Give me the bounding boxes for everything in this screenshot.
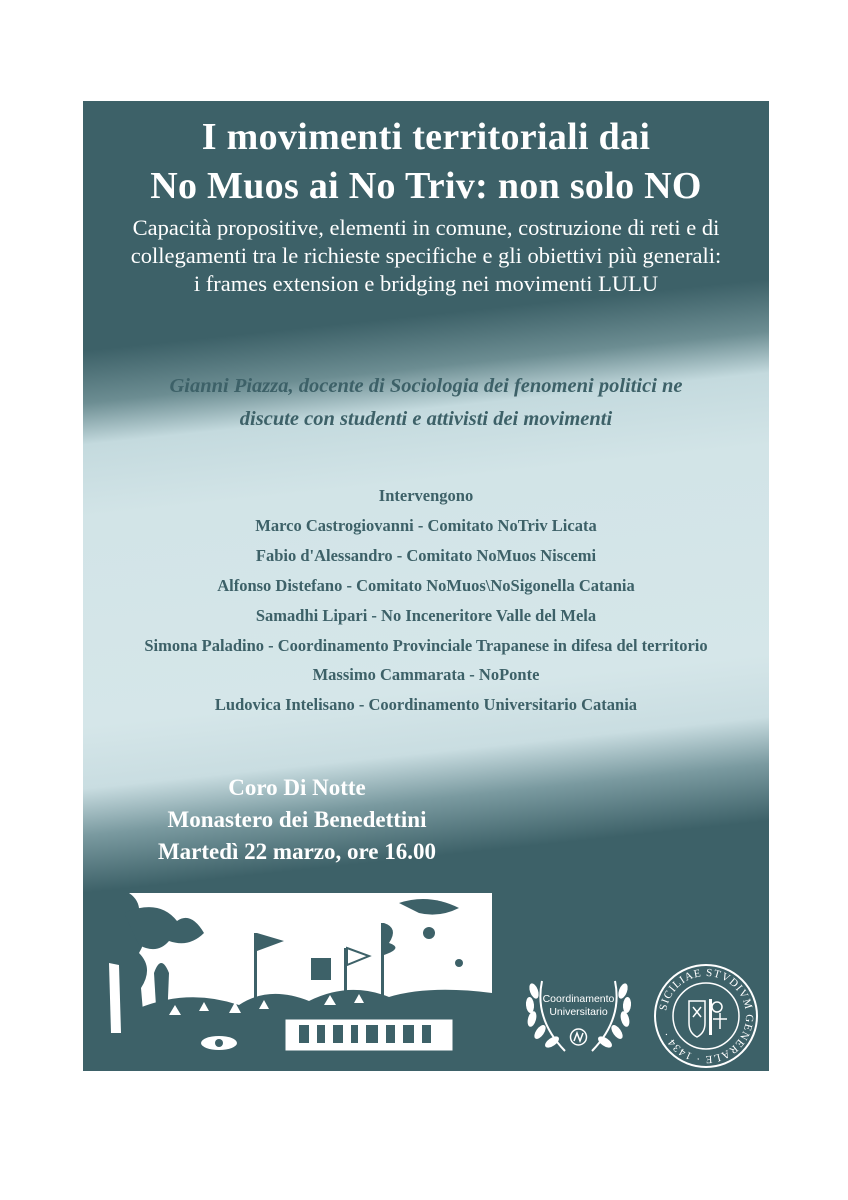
speaker-item: Samadhi Lipari - No Inceneritore Valle del Mela <box>255 606 597 625</box>
speaker-item: Massimo Cammarata - NoPonte <box>312 665 540 684</box>
university-seal-logo <box>653 963 759 1069</box>
event-place: Coro Di Notte <box>228 775 366 800</box>
speaker-item: Alfonso Distefano - Comitato NoMuos\NoSigonella Catania <box>217 576 635 595</box>
event-venue: Monastero dei Benedettini <box>167 807 427 832</box>
poster <box>83 101 769 1071</box>
protest-photo <box>99 893 492 1059</box>
coordinamento-universitario-logo <box>520 969 637 1057</box>
subtitle-line-1: Capacità propositive, elementi in comune, costruzione di reti e di <box>132 215 720 240</box>
speaker-item: Marco Castrogiovanni - Comitato NoTriv Licata <box>255 516 597 535</box>
title-line-2: No Muos ai No Triv: non solo NO <box>150 165 702 207</box>
intro-line-2: discute con studenti e attivisti dei movimenti <box>239 408 613 430</box>
speaker-item: Fabio d'Alessandro - Comitato NoMuos Niscemi <box>255 546 597 565</box>
speakers-heading: Intervengono <box>378 486 474 505</box>
speaker-item: Simona Paladino - Coordinamento Provinciale Trapanese in difesa del territorio <box>144 636 708 655</box>
coord-logo-text-1: Coordinamento <box>542 993 615 1005</box>
subtitle-line-3: i frames extension e bridging nei movimenti LULU <box>193 271 659 296</box>
event-datetime: Martedì 22 marzo, ore 16.00 <box>157 839 437 864</box>
subtitle-line-2: collegamenti tra le richieste specifiche e gli obiettivi più generali: <box>130 243 722 268</box>
title-line-1: I movimenti territoriali dai <box>201 116 651 158</box>
svg-text:SICILIAE STVDIVM GENERALE · 14: SICILIAE STVDIVM GENERALE · 1434 · <box>657 966 756 1066</box>
speaker-item: Ludovica Intelisano - Coordinamento Universitario Catania <box>214 695 638 714</box>
coord-logo-text-2: Universitario <box>549 1006 608 1018</box>
intro-line-1: Gianni Piazza, docente di Sociologia dei fenomeni politici ne <box>169 375 683 397</box>
